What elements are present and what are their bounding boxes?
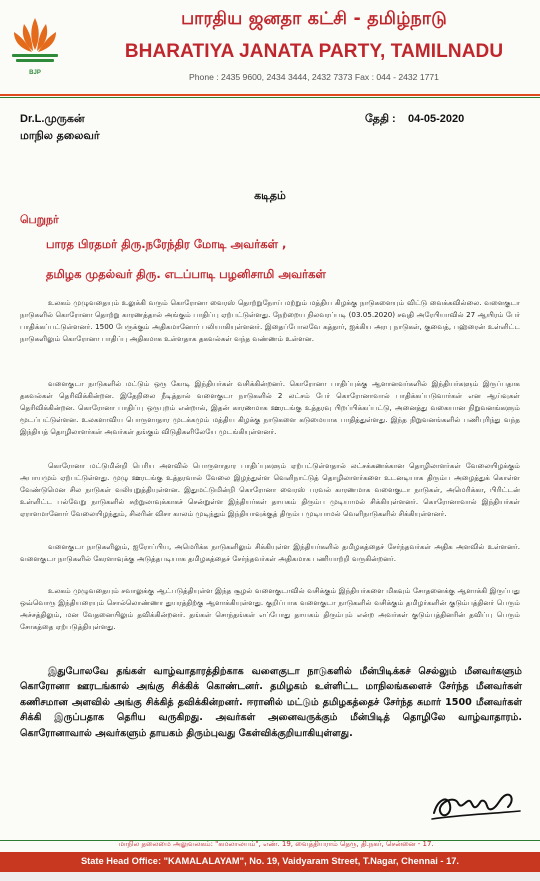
letter-date — [365, 113, 464, 127]
sender-designation: மாநில தலைவர் — [20, 129, 100, 142]
body-paragraph: வளைகுடா நாடுகளில் மட்டும் ஒரு கோடி இந்தியர்கள் வசிக்கின்றனர். கொரோனா பாதிப்புக்கு ஆளானவர்களில் இந்தியர்களும் இருப்பதாக தகவல்கள் தெரிவிக்கின்றன. இதேநிலை நீடித்தால் வளைகுடா நாடுகளில் 2 லட்சம் பேர் கொரோனாவால் பாதிக்கப்படுவார்கள் என ஆய்வுகள் தெரிவிக்கின்றன. கொரோனா பாதிப்பு ஒருபுறம் என்றால், இதன் காரணமாக ஊரடங்கு உத்தரவு பிறப்பிக்கப்பட்டு, அனைத்து வகையான நிறுவனங்களும் மூடப்பட்டுள்ளன. உலகளாவிய பொருளாதார முடக்கமும் மத்திய கிழக்கு நாடுகளை கடுமையாக பாதித்துள்ளது. இந்த நிறுவனங்களில் பணிபுரிந்து வந்த இந்தியத் தொழிலாளர்கள் அவர்கள் தங்கும் விடுதிகளிலேயே முடங்கியுள்ளனர். — [20, 379, 520, 436]
logo-caption: BJP — [29, 70, 41, 76]
addressee-chief-minister: தமிழக முதல்வர் திரு. எடப்பாடி பழனிசாமி அவர்கள் — [46, 267, 326, 281]
header-divider-saffron — [0, 94, 540, 96]
sender-name: Dr.L.முருகன் — [20, 113, 85, 125]
header-divider-green — [0, 97, 540, 98]
recipient-label: பெறுநர் — [20, 213, 59, 226]
addressee-prime-minister: பாரத பிரதமர் திரு.நரேந்திர மோடி அவர்கள் , — [46, 237, 287, 251]
party-name-english: BHARATIYA JANATA PARTY, TAMILNADU — [124, 41, 504, 62]
date-value: 04-05-2020 — [407, 113, 465, 125]
body-paragraph: கொரோனா மட்டுமின்றி பெரிய அளவில் பொருளாதார பாதிப்புகளும் ஏற்பட்டுள்ளதால் லட்சக்கணக்கான தொழிலாளர்கள் வேலையிழக்கும் அபாயமும் ஏற்பட்டுள்ளது. முழு ஊரடங்கு உத்தரவால் வேலை இழந்துள்ள வெளிநாட்டுத் தொழிலாளர்களை உடனடியாக திரும்ப அழைத்துக் கொள்ள வேண்டுமென சில நாடுகள் வலியுறுத்தியுள்ளன. இதுமட்டுமின்றி கொரோனா வைரஸ் பரவல் காரணமாக வளைகுடா நாடுகள், அமெரிக்கா, பிரிட்டன் உள்ளிட்ட பல்வேறு நாடுகளில் சுற்றுலாவுக்காகச் சென்றுள்ள இந்தியர்கள் தாயகம் திரும்ப முடியாமல் சிக்கியுள்ளனர். கொரோனாவால் இந்தியர்கள் ஏராளமானோர் வேலையிழந்தும், சிலரின் விசா காலம் முடிந்தும் இந்தியாவுக்குத் திரும்ப முடியாமல் வெளிநாடுகளில் சிக்கியுள்ளனர். — [20, 461, 520, 518]
body-paragraph: உலகம் முழுவதையும் உலுக்கி வரும் கொரோனா வைரஸ் தொற்றுநோய் மற்றும் மத்திய கிழக்கு நாடுகளையும் விட்டு வைக்கவில்லை. வளைகுடா நாடுகளில் கொரோனா தொற்று காரணத்தால் அங்கும் பாதிப்பு ஏற்பட்டுள்ளது. நேற்றைய நிலவரப்படி (03.05.2020) சவுதி அரேபியாவில் 27 ஆயிரம் பேர் பாதிக்கப்பட்டுள்ளனர். 1500 பேருக்கும் அதிகமானோர் பலியாகியுள்ளனர். இதைப்போலவே கத்தார், ஐக்கிய அரபு நாடுகள், குவைத், பஹ்ரைன் உள்ளிட்ட நாடுகளிலும் கொரோனா பாதிப்பு அதிகமாக உள்ளதாக தகவல்கள் வந்த வண்ணம் உள்ளன. — [20, 298, 520, 343]
date-label: தேதி : — [365, 113, 396, 125]
page-bottom-margin — [0, 872, 540, 881]
letter-subject: கடிதம் — [254, 189, 286, 202]
party-name-tamil: பாரதிய ஜனதா கட்சி - தமிழ்நாடு — [181, 9, 447, 29]
body-paragraph: வளைகுடா நாடுகளிலும், ஐரோப்பிய, அமெரிக்க நாடுகளிலும் சிக்கியுள்ள இந்தியர்களில் தமிழகத்தைச் சேர்ந்தவர்கள் அதிக அளவில் உள்ளனர். வளைகுடா நாடுகளில் கேரளாவுக்கு அடுத்தபடியாக தமிழகத்தைச் சேர்ந்தவர்கள் அதிகமாக பணியாற்றி வருகின்றனர். — [20, 542, 520, 563]
contact-phone-line: Phone : 2435 9600, 2434 3444, 2432 7373 Fax : 044 - 2432 1771 — [189, 72, 439, 82]
body-paragraph: உலகம் முழுவதையும் சவாலுக்கு ஆட்படுத்தியுள்ள இந்த சூழல் வளைகுடாவில் வசிக்கும் இந்தியர்களை மிகவும் சோதனைக்கு ஆளாக்கி இருப்பது ஒவ்வொரு இந்தியரையும் சொல்லொண்ணா துயரத்திற்கு ஆளாக்கியுள்ளது. குறிப்பாக வளைகுடா நாடுகளில் வசிக்கும் தமிழர்களின் குடும்பத்தினர் பெரும் அச்சத்திலும், மன வேதனையிலும் தவிக்கின்றனர். தங்கள் சொந்தங்கள் எப்போது தாயகம் திரும்பும் என்ற அவர்கள் குடும்பத்தினரின் தவிப்பு பெரும் சோகத்தை ஏற்படுத்தியுள்ளது. — [20, 586, 520, 631]
footer-address-tamil: மாநில தலைமை அலுவலகம்: "கமலாலயம்", எண். 19, வைத்தியராம் தெரு, தி.நகர், சென்னை - 17. — [118, 840, 434, 848]
footer-address-english: State Head Office: "KAMALALAYAM", No. 19, Vaidyaram Street, T.Nagar, Chennai - 17. — [80, 856, 460, 866]
handwritten-signature — [428, 781, 524, 827]
lotus-logo-icon — [8, 14, 62, 78]
body-paragraph-highlight: இதுபோலவே தங்கள் வாழ்வாதாரத்திற்காக வளைகுடா நாடுகளில் மீன்பிடிக்கச் செல்லும் மீனவர்களும் கொரோனா ஊரடங்கால் அங்கு சிக்கிக் கொண்டனர். தமிழகம் உள்ளிட்ட மாநிலங்களைச் சேர்ந்த மீனவர்கள் கணிசமான அளவில் அங்கு சிக்கித் தவிக்கின்றனர். ஈரானில் மட்டும் தமிழகத்தைச் சேர்ந்த சுமார் 1500 மீனவர்கள் சிக்கி இருப்பதாக தெரிய வருகிறது. அவர்கள் அனைவருக்கும் மீன்பிடித் தொழிலே வாழ்வாதாரம். கொரோனாவால் அவர்களும் தாயகம் திரும்புவது கேள்விக்குறியாகியுள்ளது. — [20, 666, 522, 739]
